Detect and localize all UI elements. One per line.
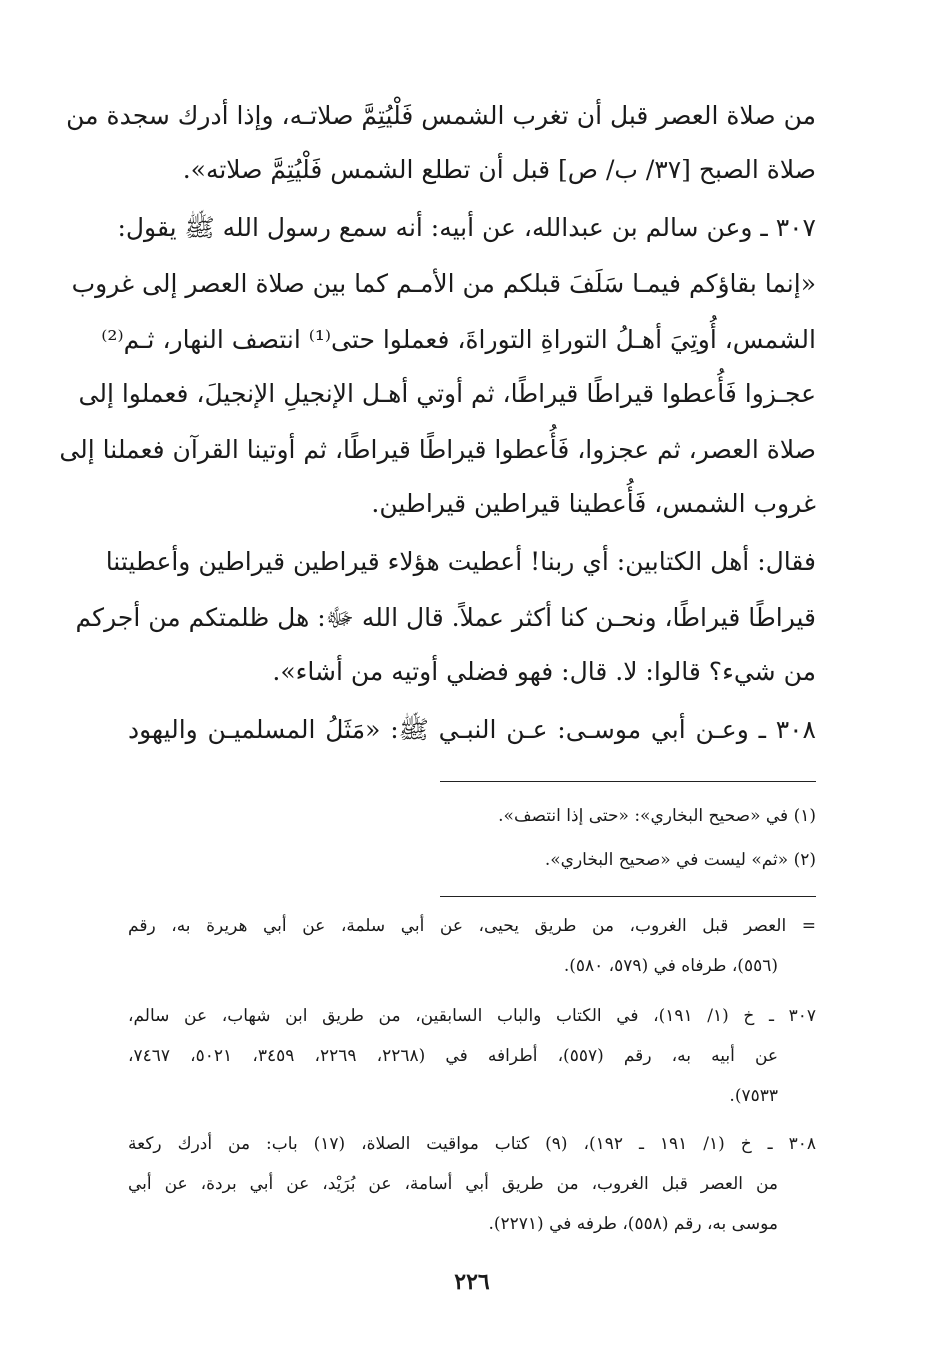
reference-line: = العصر قبل الغروب، من طريق يحيى، عن أبي سلمة، عن أبي هريرة به، رقم (128, 916, 816, 936)
body-line: قيراطًا قيراطًا، ونحـن كنا أكثر عملاً. قال الله ﷻ: هل ظلمتكم من أجركم (75, 603, 816, 632)
reference-line: (٥٥٦)، طرفاه في (٥٧٩، ٥٨٠). (563, 956, 778, 976)
hadith-307-start: ٣٠٧ ـ وعن سالم بن عبدالله، عن أبيه: أنه سمع رسول الله ﷺ يقول: (117, 213, 816, 242)
body-line: فقال: أهل الكتابين: أي ربنا! أعطيت هؤلاء قيراطين قيراطين وأعطيتنا (105, 547, 816, 576)
reference-line: من العصر قبل الغروب، من طريق أبي أسامة، عن بُرَيْد، عن أبي بردة، عن أبي (128, 1174, 778, 1194)
body-line: «إنما بقاؤكم فيمـا سَلَفَ قبلكم من الأمـم كما بين صلاة العصر إلى غروب (71, 269, 816, 298)
reference-line: عن أبيه به، رقم (٥٥٧)، أطرافه في (٢٢٦٨، ٢٢٦٩، ٣٤٥٩، ٥٠٢١، ٧٤٦٧، (128, 1046, 779, 1066)
reference-308: ٣٠٨ ـ خ (١/ ١٩١ ـ ١٩٢)، (٩) كتاب مواقيت الصلاة، (١٧) باب: من أدرك ركعة (128, 1134, 817, 1154)
body-line: غروب الشمس، فَأُعطينا قيراطين قيراطين. (371, 489, 816, 518)
reference-line: ٧٥٣٣). (729, 1086, 778, 1106)
page-number: ٢٢٦ (454, 1269, 490, 1295)
footnote-separator (440, 781, 816, 782)
hadith-308-start: ٣٠٨ ـ وعـن أبي موسـى: عـن النبـي ﷺ: «مَثَلُ المسلميـن واليهود (128, 715, 816, 744)
body-line: من شيء؟ قالوا: لا. قال: فهو فضلي أوتيه من أشاء». (272, 657, 816, 686)
footnote-2: (٢) «ثم» ليست في «صحيح البخاري». (544, 850, 816, 870)
reference-307: ٣٠٧ ـ خ (١/ ١٩١)، في الكتاب والباب السابقين، من طريق ابن شهاب، عن سالم، (128, 1006, 816, 1026)
body-line: الشمس، أُوتِيَ أهـلُ التوراةِ التوراةَ، فعملوا حتى⁽¹⁾ انتصف النهار، ثـم⁽²⁾ (101, 325, 816, 354)
footnote-1: (١) في «صحيح البخاري»: «حتى إذا انتصف». (498, 806, 816, 826)
body-line: عجـزوا فَأُعطوا قيراطًا قيراطًا، ثم أوتي أهـل الإنجيلِ الإنجيلَ، فعملوا إلى (78, 379, 816, 408)
reference-line: موسى به، رقم (٥٥٨)، طرفه في (٢٢٧١). (488, 1214, 778, 1234)
body-line: من صلاة العصر قبل أن تغرب الشمس فَلْيُتِمَّ صلاتـه، وإذا أدرك سجدة من (66, 101, 816, 130)
body-line: صلاة الصبح [٣٧/ ب/ ص] قبل أن تطلع الشمس فَلْيُتِمَّ صلاته». (182, 155, 816, 184)
body-line: صلاة العصر، ثم عجزوا، فَأُعطوا قيراطًا قيراطًا، ثم أوتينا القرآن فعملنا إلى (59, 435, 816, 464)
reference-separator (440, 896, 816, 897)
